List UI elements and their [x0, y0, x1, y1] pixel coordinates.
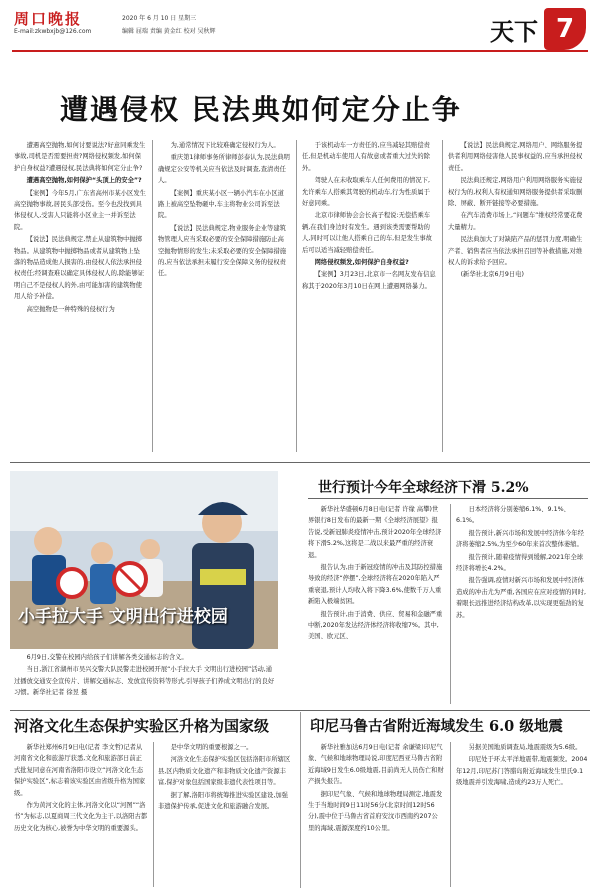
article-paragraph: 另据美国地质调查局,地震震级为5.6级。: [468, 744, 582, 751]
page-number-badge: 7: [544, 8, 586, 50]
article-paragraph: 遭遇高空抛物,如何讨要说法?好意同乘发生事故,司机是否需要担责?网络侵权频发,如何保护自身权益?遭遇侵权,民法典将如何定分止争?: [14, 142, 146, 172]
article-paragraph: 河洛文化生态保护实验区包括洛阳市所辖区县,区内物质文化遗产和非物质文化遗产资源丰富,保护对象包括国家级非遗代表性项目等。: [158, 756, 291, 787]
article-paragraph: 【说法】民法典规定,物业服务企业等建筑物管理人应当采取必要的安全保障措施防止高空抛物情形的发生;未采取必要的安全保障措施的,应当依法承担未履行安全保障义务的侵权责任。: [158, 224, 287, 278]
column-divider: [153, 742, 154, 887]
article-paragraph: 重庆第1律师事务所律师彭泰认为,民法典明确规定公安等机关应当依法及时调查,查清责任人。: [158, 154, 290, 185]
article-paragraph: 驾驶人在未收取乘车人任何费用的情况下,允许乘车人搭乘其驾驶的机动车,行为性质属于好意同乘。: [302, 177, 430, 208]
article-paragraph: 报告预计,由于消费、供应、贸易和金融严重中断,2020年发达经济体经济将收缩7%。其中,美国、欧元区、: [308, 610, 443, 641]
quake-column-2: [456, 742, 588, 887]
article-paragraph: 印尼处于环太平洋地震带,地震频发。2004年12月,印尼苏门答腊岛附近海域发生里氏9.1级地震并引发海啸,造成约23万人死亡。: [456, 756, 588, 787]
article-paragraph: 日本经济将分别萎缩6.1%、9.1%、6.1%。: [456, 506, 570, 525]
article-paragraph: 民法典加大了对缺陷产品的惩罚力度,明确生产者、销售者应当依法承担召回等补救措施,对维权人的诉求给予回应。: [448, 236, 583, 267]
photo-description: 当日,浙江省湖州市吴兴交警大队民警走进校园开展“小手拉大手 文明出行进校园”活动,通过播放交通安全宣传片、讲解交通标志、发放宣传资料等形式,引导孩子们养成文明出行的良好习惯。新华社记者 徐昱 摄: [14, 666, 275, 697]
culture-column-1: [14, 742, 148, 887]
economy-column-2: [456, 504, 588, 704]
article-paragraph: 报告预计,新兴市场和发展中经济体今年经济将萎缩2.5%,为至少60年来首次整体萎缩。: [456, 529, 584, 549]
issue-date: 2020 年 6 月 10 日 星期三: [122, 15, 197, 22]
article-paragraph: 作为黄河文化的主体,河洛文化以“河图”“洛书”为标志,以夏商周三代文化为主干,以洛阳古都历史文化为核心,被誉为中华文明的重要源头。: [14, 802, 148, 832]
article-subheading: 遭遇高空抛物,如何保护“头顶上的安全”?: [26, 177, 142, 185]
column-divider: [296, 140, 297, 452]
masthead: [0, 0, 600, 62]
culture-headline: 河洛文化生态保护实验区升格为国家级: [14, 717, 270, 735]
article-paragraph: 民法典还规定,网络用户利用网络服务实施侵权行为的,权利人有权通知网络服务提供者采取删除、屏蔽、断开链接等必要措施。: [448, 177, 583, 208]
quake-headline: 印尼马鲁古省附近海域发生 6.0 级地震: [310, 718, 563, 735]
photo-description: 6月9日,交警在校园内给孩子们讲解各类交通标志的含义。: [26, 654, 188, 661]
main-article-column-3: [302, 140, 436, 452]
culture-column-2: [158, 742, 292, 887]
article-paragraph: 是中华文明的重要根源之一。: [170, 744, 253, 751]
main-headline: 遭遇侵权 民法典如何定分止争: [60, 93, 462, 126]
newspaper-logo: 周口晚报: [14, 10, 83, 28]
headline-rule: [308, 498, 588, 499]
column-divider: [442, 140, 443, 452]
column-divider: [152, 140, 153, 452]
article-paragraph: 据印尼气象、气候和地球物理局测定,地震发生于当地时间9日11时56分(北京时间12时56分),震中位于马鲁古省首府安汶市西南约207公里的海域,震源深度约10公里。: [308, 790, 443, 832]
article-paragraph: 【案例】今年5月,广东省高州市某小区发生高空抛物事故,居民头部受伤。至今也没找到具体侵权人,受害人只能将小区业主一并诉至法院。: [14, 189, 146, 231]
article-paragraph: 在汽车消费市场上,“问题车”维权经常要花费大量精力。: [448, 212, 583, 231]
main-article-column-1: [14, 140, 146, 452]
article-paragraph: 【案例】重庆某小区一辆小汽车在小区道路上被高空坠物砸中,车主将物业公司诉至法院。: [158, 189, 284, 220]
column-divider: [450, 504, 451, 704]
main-article-column-2: [158, 140, 290, 452]
photo-article: [14, 652, 276, 704]
column-divider: [450, 742, 451, 887]
article-paragraph: 【说法】民法典规定,网络用户、网络服务提供者利用网络侵害他人民事权益的,应当承担侵权责任。: [448, 142, 583, 172]
dateline: (新华社北京6月9日电): [460, 271, 524, 279]
header-rule: [12, 50, 588, 52]
section-title: 天下: [490, 17, 538, 46]
editor-credits: 编辑 屈瑞 责编 黄金红 校对 吴秋辉: [122, 28, 216, 35]
section-divider: [10, 462, 590, 463]
article-paragraph: 【案例】3月23日,北京市一名网友发布信息称其于2020年3月10日在网上遭遇网络暴力。: [302, 271, 436, 290]
article-paragraph: 报告强调,疫情对新兴市场和发展中经济体造成的冲击尤为严重,各国应在应对疫情的同时,着眼长远推进经济结构改革,以实现更强劲的复苏。: [456, 577, 586, 619]
article-paragraph: 新华社雅加达6月9日电(记者 余谦梁)印尼气象、气候和地球物理局说,印度尼西亚马鲁古省附近海域9日发生6.0级地震,目前尚无人员伤亡和财产损失报告。: [308, 744, 444, 786]
section-divider: [10, 710, 590, 711]
section-divider: [300, 712, 301, 888]
article-paragraph: 北京市律师协会会长高子程说:无偿搭乘车辆,在我们身边时有发生。遇到该类需要帮助的人,同时可以让他人搭乘自己的车,但是发生事故后可以适当减轻赔偿责任。: [302, 212, 432, 254]
traffic-safety-photo: [10, 471, 278, 649]
email-address: E-mail:zkwbxjb@126.com: [14, 28, 92, 35]
quake-column-1: [308, 742, 444, 887]
article-paragraph: 于该机动车一方责任的,应当减轻其赔偿责任,但是机动车使用人有故意或者重大过失的除外。: [302, 142, 430, 172]
article-paragraph: 报告预计,随着疫情得到缓解,2021年全球经济将增长4.2%。: [456, 553, 584, 573]
article-paragraph: 高空抛物是一种特殊的侵权行为: [26, 305, 115, 313]
article-paragraph: 新华社郑州6月9日电(记者 李文哲)记者从河南省文化和旅游厅获悉,文化和旅游部日前正式批复同意在河南省洛阳市设立“河洛文化生态保护实验区”,标志着该实验区由省级升格为国家级。: [14, 744, 146, 797]
article-paragraph: 新华社华盛顿6月8日电(记者 许缘 高攀)世界银行8日发布的最新一期《全球经济展望》报告说,受新冠肺炎疫情冲击,预计2020年全球经济将下滑5.2%,这将是二战以来最严重的经济衰退。: [308, 506, 442, 559]
economy-headline: 世行预计今年全球经济下滑 5.2%: [318, 480, 529, 496]
article-paragraph: 【说法】民法典规定,禁止从建筑物中抛掷物品。从建筑物中抛掷物品或者从建筑物上坠落的物品造成他人损害的,由侵权人依法承担侵权责任;经调查难以确定具体侵权人的,除能够证明自己不是侵权人的外,由可能加害的建筑物使用人给予补偿。: [14, 236, 145, 301]
article-paragraph: 报告认为,由于新冠疫情的冲击及其防控措施导致的经济“停摆”,全球经济将在2020年陷入严重衰退,预计人均收入将下降3.6%,使数千万人重新陷入极端贫困。: [308, 564, 443, 606]
economy-column-1: [308, 504, 444, 704]
main-article-column-4: [448, 140, 588, 452]
photo-caption: 小手拉大手 文明出行进校园: [18, 607, 228, 627]
article-paragraph: 据了解,洛阳市将统筹推进实验区建设,加强非遗保护传承,促进文化和旅游融合发展。: [158, 791, 288, 811]
article-subheading: 网络侵权频发,如何保护自身权益?: [314, 259, 409, 267]
article-paragraph: 为,通常情况下比较难确定侵权行为人。: [170, 142, 280, 149]
